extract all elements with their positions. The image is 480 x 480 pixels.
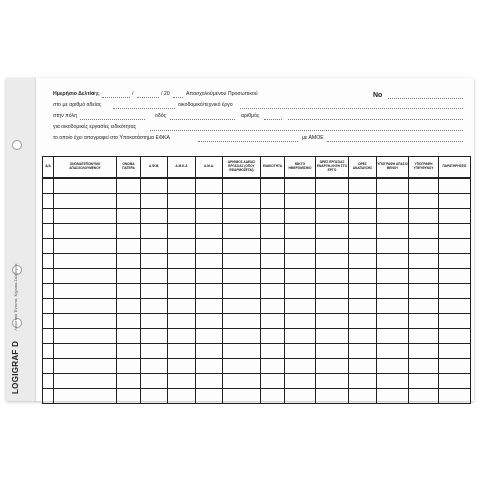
col-header: Α.Μ.Α. (196, 157, 223, 179)
table-cell[interactable] (261, 284, 285, 299)
date-day-field[interactable] (102, 97, 130, 98)
col-header: ΟΝΟΜΑ ΠΑΤΕΡΑ (117, 157, 141, 179)
table-cell[interactable] (43, 194, 54, 209)
table-cell[interactable] (316, 239, 349, 254)
brand-tagline: Λογιστικά Έντυπα, Κήρυκα-Σαλίβερος (12, 263, 18, 331)
table-cell[interactable] (54, 239, 117, 254)
table-row (43, 254, 471, 269)
table-cell[interactable] (409, 359, 439, 374)
table-cell[interactable] (141, 239, 168, 254)
table-cell[interactable] (285, 344, 316, 359)
table-cell[interactable] (223, 284, 261, 299)
col-header: ΩΡΕΣ ΑΝΑΠΑΥΣΗΣ (349, 157, 377, 179)
table-cell[interactable] (117, 239, 141, 254)
table-cell[interactable] (196, 284, 223, 299)
date-prefix: της (92, 91, 100, 97)
table-cell[interactable] (349, 269, 377, 284)
table-cell[interactable] (54, 178, 117, 194)
table-cell[interactable] (316, 209, 349, 224)
table-cell[interactable] (349, 329, 377, 344)
employee-table (42, 156, 471, 404)
table-cell[interactable] (196, 389, 223, 404)
table-cell[interactable] (316, 224, 349, 239)
table-cell[interactable] (196, 224, 223, 239)
table-cell[interactable] (409, 254, 439, 269)
table-cell[interactable] (439, 254, 471, 269)
table-row (43, 209, 471, 224)
table-cell[interactable] (349, 178, 377, 194)
table-cell[interactable] (409, 284, 439, 299)
table-cell[interactable] (409, 329, 439, 344)
table-cell[interactable] (285, 239, 316, 254)
table-cell[interactable] (196, 329, 223, 344)
table-cell[interactable] (168, 374, 196, 389)
table-cell[interactable] (196, 239, 223, 254)
extra-address-field[interactable] (288, 119, 463, 120)
table-cell[interactable] (168, 209, 196, 224)
table-cell[interactable] (285, 284, 316, 299)
table-row (43, 299, 471, 314)
table-cell[interactable] (43, 389, 54, 404)
table-cell[interactable] (285, 389, 316, 404)
table-cell[interactable] (168, 254, 196, 269)
table-cell[interactable] (261, 389, 285, 404)
number-field[interactable] (388, 98, 463, 99)
table-cell[interactable] (261, 314, 285, 329)
table-cell[interactable] (141, 284, 168, 299)
date-year-prefix: / 20 (161, 91, 170, 97)
table-cell[interactable] (196, 269, 223, 284)
table-cell[interactable] (223, 299, 261, 314)
table-cell[interactable] (377, 269, 409, 284)
project-label: οικοδομικό/τεχνικό έργο (178, 102, 233, 108)
table-cell[interactable] (316, 194, 349, 209)
table-cell[interactable] (377, 209, 409, 224)
table-cell[interactable] (409, 269, 439, 284)
table-cell[interactable] (168, 329, 196, 344)
table-cell[interactable] (141, 329, 168, 344)
table-cell[interactable] (439, 329, 471, 344)
table-row (43, 344, 471, 359)
table-cell[interactable] (141, 389, 168, 404)
col-header: Α.Φ.Μ. (141, 157, 168, 179)
table-cell[interactable] (117, 329, 141, 344)
table-cell[interactable] (261, 209, 285, 224)
table-cell[interactable] (409, 209, 439, 224)
table-cell[interactable] (316, 254, 349, 269)
table-cell[interactable] (349, 374, 377, 389)
table-cell[interactable] (439, 269, 471, 284)
col-header: Α.Μ.Κ.Α (168, 157, 196, 179)
col-header: ΑΡΙΘΜΟΣ ΑΔΕΙΑΣ ΕΡΓΑΣΙΑΣ (ΟΠΟΥ ΕΦΑΡΜΟΖΕΤΑΙ) (223, 157, 261, 179)
table-cell[interactable] (43, 239, 54, 254)
table-cell[interactable] (196, 178, 223, 194)
table-cell[interactable] (196, 299, 223, 314)
table-cell[interactable] (377, 314, 409, 329)
table-cell[interactable] (43, 344, 54, 359)
table-cell[interactable] (43, 374, 54, 389)
specialty-field[interactable] (150, 130, 463, 131)
table-cell[interactable] (439, 299, 471, 314)
brand-name: LOGIGRAF D (10, 340, 20, 394)
efka-label: το οποίο έχει απογραφεί στο Υποκατάστημα ΕΦΚΑ (53, 135, 170, 141)
table-cell[interactable] (43, 224, 54, 239)
table-cell[interactable] (261, 224, 285, 239)
table-cell[interactable] (54, 344, 117, 359)
table-cell[interactable] (54, 194, 117, 209)
table-cell[interactable] (223, 224, 261, 239)
table-cell[interactable] (168, 284, 196, 299)
efka-field[interactable] (198, 141, 298, 142)
col-header: ΠΑΡΑΤΗΡΗΣΕΙΣ (439, 157, 471, 179)
street-number-label: αριθμός (241, 113, 260, 119)
table-cell[interactable] (409, 389, 439, 404)
table-row (43, 178, 471, 194)
table-cell[interactable] (316, 344, 349, 359)
table-cell[interactable] (223, 209, 261, 224)
table-cell[interactable] (168, 359, 196, 374)
date-month-field[interactable] (137, 97, 159, 98)
table-cell[interactable] (316, 269, 349, 284)
table-cell[interactable] (141, 194, 168, 209)
table-row (43, 269, 471, 284)
table-cell[interactable] (409, 224, 439, 239)
table-cell[interactable] (439, 224, 471, 239)
table-cell[interactable] (141, 224, 168, 239)
table-cell[interactable] (316, 389, 349, 404)
table-cell[interactable] (377, 344, 409, 359)
table-cell[interactable] (168, 314, 196, 329)
table-cell[interactable] (285, 374, 316, 389)
table-cell[interactable] (285, 178, 316, 194)
table-cell[interactable] (43, 254, 54, 269)
table-cell[interactable] (377, 239, 409, 254)
table-cell[interactable] (43, 329, 54, 344)
table-cell[interactable] (285, 194, 316, 209)
table-cell[interactable] (377, 178, 409, 194)
table-cell[interactable] (349, 299, 377, 314)
table-cell[interactable] (168, 194, 196, 209)
table-cell[interactable] (349, 209, 377, 224)
table-cell[interactable] (117, 224, 141, 239)
table-cell[interactable] (168, 239, 196, 254)
city-label: στην πόλη (53, 113, 78, 119)
table-cell[interactable] (141, 314, 168, 329)
col-header: ΥΠΟΓΡΑΦΗ ΥΠΕΥΘΥΝΟΥ (409, 157, 439, 179)
table-cell[interactable] (117, 299, 141, 314)
table-cell[interactable] (223, 239, 261, 254)
table-cell[interactable] (316, 178, 349, 194)
table-cell[interactable] (377, 299, 409, 314)
table-cell[interactable] (117, 194, 141, 209)
table-cell[interactable] (261, 299, 285, 314)
table-cell[interactable] (409, 178, 439, 194)
table-row (43, 239, 471, 254)
table-cell[interactable] (349, 224, 377, 239)
table-cell[interactable] (377, 359, 409, 374)
table-cell[interactable] (196, 374, 223, 389)
table-cell[interactable] (117, 284, 141, 299)
table-cell[interactable] (377, 224, 409, 239)
table-cell[interactable] (223, 314, 261, 329)
table-cell[interactable] (54, 209, 117, 224)
table-row (43, 329, 471, 344)
table-cell[interactable] (43, 314, 54, 329)
table-cell[interactable] (261, 374, 285, 389)
table-cell[interactable] (141, 209, 168, 224)
table-cell[interactable] (316, 359, 349, 374)
table-cell[interactable] (409, 239, 439, 254)
table-cell[interactable] (117, 359, 141, 374)
number-label: No (373, 92, 383, 99)
table-cell[interactable] (54, 269, 117, 284)
license-label: στο με αριθμό αδείας (53, 102, 102, 108)
table-cell[interactable] (261, 359, 285, 374)
table-cell[interactable] (349, 389, 377, 404)
table-cell[interactable] (261, 178, 285, 194)
table-row (43, 194, 471, 209)
table-cell[interactable] (439, 389, 471, 404)
col-header: ΟΝΟΜΑΤΕΠΩΝΥΜΟ ΑΠΑΣΧΟΛΟΥΜΕΝΟΥ (54, 157, 117, 179)
table-row (43, 284, 471, 299)
table-cell[interactable] (316, 314, 349, 329)
table-cell[interactable] (316, 284, 349, 299)
table-cell[interactable] (285, 269, 316, 284)
table-row (43, 359, 471, 374)
table-cell[interactable] (141, 178, 168, 194)
table-cell[interactable] (439, 359, 471, 374)
amoe-field[interactable] (327, 141, 463, 142)
table-cell[interactable] (223, 269, 261, 284)
table-cell[interactable] (285, 359, 316, 374)
street-field[interactable] (170, 119, 235, 120)
table-cell[interactable] (439, 374, 471, 389)
table-cell[interactable] (168, 299, 196, 314)
table-cell[interactable] (377, 254, 409, 269)
table-cell[interactable] (439, 178, 471, 194)
table-cell[interactable] (43, 299, 54, 314)
table-cell[interactable] (261, 344, 285, 359)
table-cell[interactable] (285, 209, 316, 224)
table-cell[interactable] (168, 178, 196, 194)
table-cell[interactable] (377, 284, 409, 299)
table-cell[interactable] (261, 239, 285, 254)
table-cell[interactable] (349, 344, 377, 359)
table-row (43, 389, 471, 404)
table-cell[interactable] (54, 359, 117, 374)
personnel-label: Απασχολούμενου Προσωπικού (186, 91, 258, 97)
table-cell[interactable] (261, 269, 285, 284)
license-field[interactable] (113, 108, 175, 109)
table-cell[interactable] (168, 269, 196, 284)
table-cell[interactable] (439, 344, 471, 359)
table-cell[interactable] (196, 194, 223, 209)
table-cell[interactable] (439, 284, 471, 299)
table-cell[interactable] (54, 254, 117, 269)
table-cell[interactable] (223, 194, 261, 209)
form-title: Ημερήσιο Δελτίο (53, 91, 95, 97)
table-row (43, 224, 471, 239)
table-cell[interactable] (54, 389, 117, 404)
table-cell[interactable] (168, 344, 196, 359)
table-cell[interactable] (117, 389, 141, 404)
table-cell[interactable] (349, 194, 377, 209)
table-cell[interactable] (409, 314, 439, 329)
table-cell[interactable] (43, 269, 54, 284)
table-cell[interactable] (261, 329, 285, 344)
table-cell[interactable] (196, 209, 223, 224)
table-row (43, 374, 471, 389)
table-cell[interactable] (223, 344, 261, 359)
table-cell[interactable] (168, 389, 196, 404)
col-header: Α/Α (43, 157, 54, 179)
table-cell[interactable] (377, 329, 409, 344)
table-cell[interactable] (223, 359, 261, 374)
table-cell[interactable] (117, 269, 141, 284)
table-cell[interactable] (54, 329, 117, 344)
table-cell[interactable] (409, 344, 439, 359)
table-cell[interactable] (196, 254, 223, 269)
binding-hole-icon (12, 140, 22, 150)
col-header: ΕΙΔΙΚΟΤΗΤΑ (261, 157, 285, 179)
table-cell[interactable] (439, 314, 471, 329)
table-cell[interactable] (54, 374, 117, 389)
table-cell[interactable] (117, 254, 141, 269)
table-cell[interactable] (117, 314, 141, 329)
table-cell[interactable] (409, 299, 439, 314)
table-cell[interactable] (349, 359, 377, 374)
table-cell[interactable] (43, 209, 54, 224)
specialty-label: για οικοδομικές εργασίες ειδικότητας (53, 124, 137, 130)
table-cell[interactable] (349, 254, 377, 269)
table-cell[interactable] (349, 239, 377, 254)
project-field[interactable] (240, 108, 463, 109)
table-cell[interactable] (43, 284, 54, 299)
date-year-field[interactable] (173, 97, 183, 98)
table-cell[interactable] (117, 374, 141, 389)
table-cell[interactable] (54, 284, 117, 299)
table-cell[interactable] (223, 178, 261, 194)
table-cell[interactable] (43, 178, 54, 194)
col-header: ΜΙΚΤΟ ΗΜΕΡΟΜΙΣΘΙΟ (285, 157, 316, 179)
table-cell[interactable] (377, 194, 409, 209)
table-cell[interactable] (141, 269, 168, 284)
col-header: ΩΡΕΣ ΕΡΓΑΣΙΑΣ ΕΝΑΡΞΗ-ΛΗΞΗ ΣΤΟ ΕΡΓΟ (316, 157, 349, 179)
table-cell[interactable] (285, 224, 316, 239)
table-cell[interactable] (409, 374, 439, 389)
amoe-label: με ΑΜΟΕ (302, 135, 324, 141)
table-cell[interactable] (285, 254, 316, 269)
date-slash: / (132, 91, 134, 97)
table-cell[interactable] (316, 299, 349, 314)
table-cell[interactable] (117, 209, 141, 224)
table-cell[interactable] (223, 389, 261, 404)
table-cell[interactable] (377, 389, 409, 404)
table-cell[interactable] (54, 224, 117, 239)
table-cell[interactable] (196, 344, 223, 359)
table-cell[interactable] (285, 299, 316, 314)
table-cell[interactable] (377, 374, 409, 389)
col-header: ΥΠΟΓΡΑΦΗ ΑΠΑΣΧ/ΜΕΝΟΥ (377, 157, 409, 179)
table-cell[interactable] (196, 314, 223, 329)
table-cell[interactable] (117, 178, 141, 194)
table-cell[interactable] (54, 314, 117, 329)
table-cell[interactable] (285, 314, 316, 329)
table-cell[interactable] (349, 284, 377, 299)
table-cell[interactable] (409, 194, 439, 209)
table-cell[interactable] (54, 299, 117, 314)
table-cell[interactable] (261, 194, 285, 209)
table-cell[interactable] (43, 359, 54, 374)
table-cell[interactable] (223, 254, 261, 269)
table-cell[interactable] (439, 239, 471, 254)
street-number-field[interactable] (264, 119, 282, 120)
table-cell[interactable] (223, 374, 261, 389)
table-cell[interactable] (349, 314, 377, 329)
table-cell[interactable] (141, 359, 168, 374)
table-cell[interactable] (439, 194, 471, 209)
table-cell[interactable] (141, 344, 168, 359)
brand-vertical (10, 194, 20, 394)
table-cell[interactable] (439, 209, 471, 224)
table-cell[interactable] (223, 329, 261, 344)
table-cell[interactable] (141, 299, 168, 314)
table-cell[interactable] (196, 359, 223, 374)
table-cell[interactable] (316, 329, 349, 344)
city-field[interactable] (80, 119, 145, 120)
table-cell[interactable] (168, 224, 196, 239)
table-header-row (43, 157, 471, 179)
table-cell[interactable] (141, 374, 168, 389)
table-cell[interactable] (141, 254, 168, 269)
table-cell[interactable] (261, 254, 285, 269)
table-cell[interactable] (285, 329, 316, 344)
street-label: οδός (155, 113, 167, 119)
table-row (43, 314, 471, 329)
table-cell[interactable] (316, 374, 349, 389)
table-body (43, 178, 471, 404)
table-cell[interactable] (117, 344, 141, 359)
